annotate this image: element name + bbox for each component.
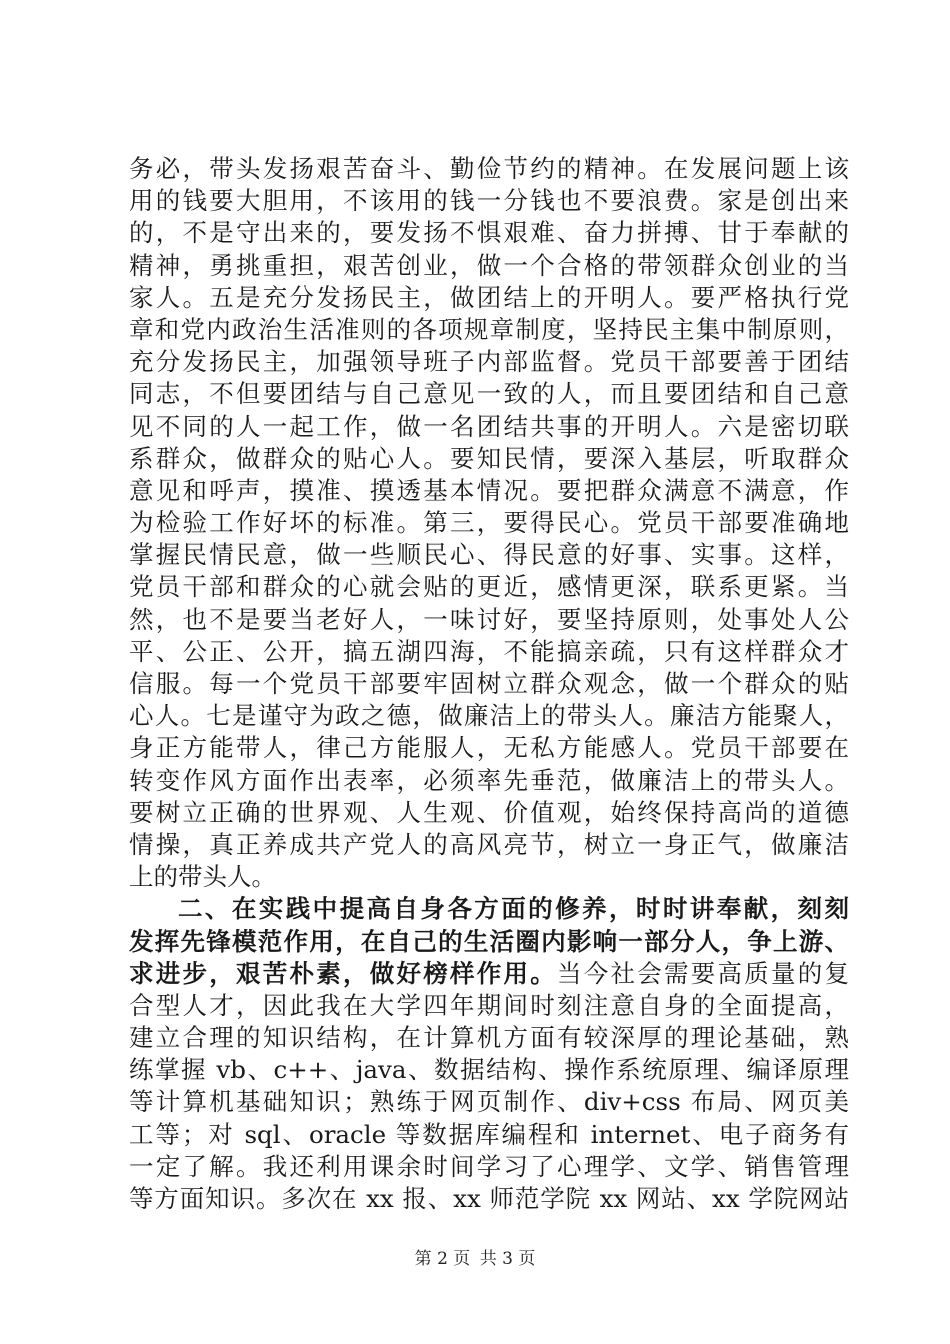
heading-line: 发挥先锋模范作用，在自己的生活圈内影响一部分人，争上游、 (129, 926, 849, 956)
text-line: 身正方能带人，律己方能服人，无私方能感人。党员干部要在 (129, 733, 849, 763)
text-line: 等方面知识。多次在 xx 报、xx 师范学院 xx 网站、xx 学院网站 (129, 1184, 849, 1213)
text-line: 党员干部和群众的心就会贴的更近，感情更深，联系更紧。当 (129, 572, 849, 602)
text-line: 意见和呼声，摸准、摸透基本情况。要把群众满意不满意，作 (129, 475, 849, 505)
text-line: 合型人才，因此我在大学四年期间时刻注意自身的全面提高， (129, 990, 849, 1020)
text-line: 转变作风方面作出表率，必须率先垂范，做廉洁上的带头人。 (129, 765, 849, 795)
text-line: 上的带头人。 (129, 862, 276, 892)
heading-text: 求进步，艰苦朴素，做好榜样作用。 (129, 958, 557, 988)
text-line: 同志，不但要团结与自己意见一致的人，而且要团结和自己意 (129, 379, 849, 409)
mixed-line (129, 958, 849, 990)
text-line: 用的钱要大胆用，不该用的钱一分钱也不要浪费。家是创出来 (129, 186, 849, 216)
heading-line: 二、在实践中提高自身各方面的修养，时时讲奉献，刻刻 (178, 894, 849, 924)
text-line: 为检验工作好坏的标准。第三，要得民心。党员干部要准确地 (129, 508, 849, 538)
text-line: 章和党内政治生活准则的各项规章制度，坚持民主集中制原则， (129, 314, 849, 344)
text-line: 情操，真正养成共产党人的高风亮节，树立一身正气，做廉洁 (129, 829, 849, 859)
text-line: 充分发扬民主，加强领导班子内部监督。党员干部要善于团结 (129, 347, 849, 377)
text-line: 一定了解。我还利用课余时间学习了心理学、文学、销售管理 (129, 1151, 849, 1181)
text-line: 家人。五是充分发扬民主，做团结上的开明人。要严格执行党 (129, 282, 849, 312)
text-line: 信服。每一个党员干部要牢固树立群众观念，做一个群众的贴 (129, 669, 849, 698)
text-line: 掌握民情民意，做一些顺民心、得民意的好事、实事。这样， (129, 540, 849, 570)
text-line: 建立合理的知识结构，在计算机方面有较深厚的理论基础，熟 (129, 1023, 849, 1053)
paragraph-1 (129, 153, 849, 893)
text-line: 务必，带头发扬艰苦奋斗、勤俭节约的精神。在发展问题上该 (129, 154, 849, 183)
text-line: 然，也不是要当老好人，一味讨好，要坚持原则，处事处人公 (129, 604, 849, 634)
text-line: 系群众，做群众的贴心人。要知民情，要深入基层，听取群众 (129, 443, 849, 473)
text-line: 的，不是守出来的，要发扬不惧艰难、奋力拼搏、甘于奉献的 (129, 218, 849, 248)
page-number: 第 2 页 (414, 1249, 471, 1269)
text-line: 练掌握 vb、c++、java、数据结构、操作系统原理、编译原理 (129, 1055, 849, 1085)
body-text-fragment: 当今社会需要高质量的复 (557, 958, 849, 988)
text-line: 工等；对 sql、oracle 等数据库编程和 internet、电子商务有 (129, 1119, 849, 1149)
text-line: 等计算机基础知识；熟练于网页制作、div+css 布局、网页美 (129, 1087, 849, 1117)
page-total: 共 3 页 (479, 1249, 536, 1269)
page-footer (0, 1244, 950, 1269)
text-line: 见不同的人一起工作，做一名团结共事的开明人。六是密切联 (129, 411, 849, 441)
text-line: 精神，勇挑重担，艰苦创业，做一个合格的带领群众创业的当 (129, 250, 849, 280)
text-line: 要树立正确的世界观、人生观、价值观，始终保持高尚的道德 (129, 797, 849, 827)
text-line: 平、公正、公开，搞五湖四海，不能搞亲疏，只有这样群众才 (129, 636, 849, 666)
text-line: 心人。七是谨守为政之德，做廉洁上的带头人。廉洁方能聚人， (129, 701, 849, 731)
body-text (129, 153, 849, 1215)
paragraph-2 (129, 893, 849, 1215)
